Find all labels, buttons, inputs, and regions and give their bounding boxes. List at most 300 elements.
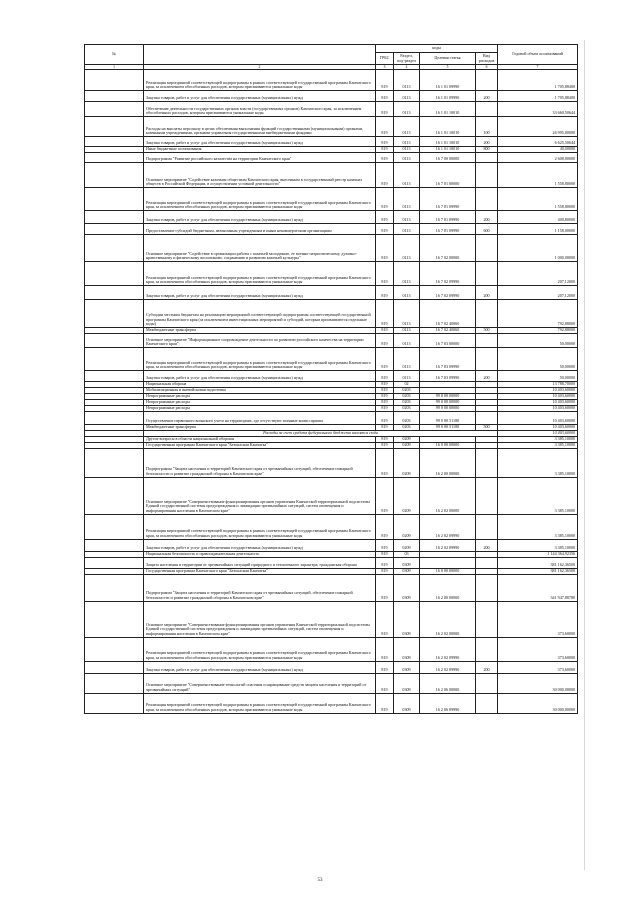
row-expense-type <box>476 262 498 286</box>
table-row <box>85 137 578 147</box>
table-row <box>85 334 578 348</box>
header-grbs: ГРБС <box>376 53 394 65</box>
row-razdel: 0113 <box>394 147 420 153</box>
row-name: Реализация мероприятий соответствующей подпрограммы в рамках соответствующей государственной программы Камчатского края, за исключением обособленных расходов, которым присваиваются уникальные коды <box>144 70 376 91</box>
row-expense-type: 200 <box>476 211 498 224</box>
row-sum: 6 625,50644 <box>498 137 578 147</box>
row-name: Реализация мероприятий соответствующей подпрограммы в рамках соответствующей государственной программы Камчатского края, за исключением обособленных расходов, которым присваиваются уникальные коды <box>144 693 376 713</box>
row-grbs: 819 <box>376 224 394 235</box>
row-name: Закупка товаров, работ и услуг для обеспечения государственных (муниципальных) нужд <box>144 211 376 224</box>
row-name: Реализация мероприятий соответствующей подпрограммы в рамках соответствующей государственной программы Камчатского края, за исключением обособленных расходов, которым присваиваются уникальные коды <box>144 188 376 211</box>
header-num: № <box>85 45 144 65</box>
row-target-article: 16 7 01 00000 <box>420 163 476 188</box>
row-name: Основное мероприятие "Информационное сопровождение деятельности по развитию российского казачества на территории Камчатского края" <box>144 334 376 348</box>
row-target-article: 16 2 02 00000 <box>420 601 476 637</box>
row-name: Закупка товаров, работ и услуг для обеспечения государственных (муниципальных) нужд <box>144 286 376 300</box>
row-sum: 792,88000 <box>498 328 578 334</box>
row-name: Межбюджетные трансферты <box>144 328 376 334</box>
row-expense-type: 600 <box>476 224 498 235</box>
table-row <box>85 117 578 137</box>
row-sum: 1 705,88400 <box>498 70 578 91</box>
row-grbs: 819 <box>376 425 394 431</box>
table-row <box>85 637 578 661</box>
row-grbs: 819 <box>376 102 394 117</box>
row-razdel: 0209 <box>394 477 420 514</box>
row-num-cell <box>85 224 144 235</box>
row-sum: 3 385,10000 <box>498 539 578 551</box>
row-name: Основное мероприятие "Совершенствование функционирования органов управления Камчатской территориальной подсистемы Единой государственной системы предупреждения и ликвидации чрезвычайных ситуаций, систем оповещения и информирования населения в Камчатском крае" <box>144 477 376 514</box>
row-target-article <box>420 557 476 568</box>
row-target-article: 16 2 00 00000 <box>420 448 476 477</box>
row-target-article: 16 7 02 00000 <box>420 235 476 262</box>
row-name: Межбюджетные трансферты <box>144 425 376 431</box>
row-razdel: 0113 <box>394 235 420 262</box>
row-target-article: 16 2 06 00000 <box>420 673 476 693</box>
row-num-cell <box>85 673 144 693</box>
row-target-article: 16 7 03 09990 <box>420 371 476 382</box>
row-razdel: 0113 <box>394 188 420 211</box>
row-name: Реализация мероприятий соответствующей подпрограммы в рамках соответствующей государственной программы Камчатского края, за исключением обособленных расходов, которым присваиваются уникальные коды <box>144 514 376 539</box>
row-grbs: 819 <box>376 539 394 551</box>
row-name: Защита населения и территории от чрезвычайных ситуаций природного и техногенного характера, гражданская оборона <box>144 557 376 568</box>
row-num-cell <box>85 371 144 382</box>
row-expense-type: 200 <box>476 661 498 673</box>
row-expense-type: 200 <box>476 371 498 382</box>
row-expense-type <box>476 188 498 211</box>
idx-4: 4 <box>394 65 420 70</box>
row-razdel: 0309 <box>394 574 420 601</box>
header-vr: Вид расходов <box>476 53 498 65</box>
row-target-article: 99 0 00 51180 <box>420 412 476 425</box>
row-target-article: 16 2 00 00000 <box>420 574 476 601</box>
row-sum: 30 000,00000 <box>498 673 578 693</box>
row-sum: 50,00000 <box>498 334 578 348</box>
row-target-article: 16 7 02 40060 <box>420 328 476 334</box>
row-expense-type <box>476 334 498 348</box>
row-num-cell <box>85 91 144 102</box>
row-sum: 1 144 364,92356 <box>498 551 578 557</box>
table-row <box>85 673 578 693</box>
row-target-article: 16 1 01 10010 <box>420 137 476 147</box>
row-razdel: 0203 <box>394 425 420 431</box>
row-razdel: 0203 <box>394 406 420 412</box>
row-name: Иные бюджетные ассигнования <box>144 147 376 153</box>
row-expense-type <box>476 477 498 514</box>
budget-table <box>84 44 578 714</box>
row-num-cell <box>85 137 144 147</box>
table-row <box>85 188 578 211</box>
row-name: Закупка товаров, работ и услуг для обеспечения государственных (муниципальных) нужд <box>144 371 376 382</box>
row-grbs: 819 <box>376 477 394 514</box>
row-name: Закупка товаров, работ и услуг для обеспечения государственных (муниципальных) нужд <box>144 91 376 102</box>
row-target-article: 16 2 06 09990 <box>420 693 476 713</box>
row-num-cell <box>85 153 144 163</box>
idx-1: 1 <box>85 65 144 70</box>
row-sum: 10 403,60000 <box>498 394 578 400</box>
row-target-article: 16 7 00 00000 <box>420 153 476 163</box>
row-sum: 40,00000 <box>498 147 578 153</box>
row-razdel: 0113 <box>394 348 420 371</box>
row-grbs: 819 <box>376 300 394 328</box>
row-target-article: 16 7 01 09990 <box>420 224 476 235</box>
row-razdel: 0209 <box>394 539 420 551</box>
table-row <box>85 91 578 102</box>
row-expense-type <box>476 448 498 477</box>
row-razdel: 0113 <box>394 117 420 137</box>
row-name: Закупка товаров, работ и услуг для обеспечения государственных (муниципальных) нужд <box>144 137 376 147</box>
row-expense-type <box>476 70 498 91</box>
row-razdel: 0209 <box>394 448 420 477</box>
row-sum: 3 385,10000 <box>498 477 578 514</box>
row-num-cell <box>85 300 144 328</box>
row-num-cell <box>85 514 144 539</box>
row-razdel: 0209 <box>394 514 420 539</box>
row-num-cell <box>85 693 144 713</box>
table-row <box>85 448 578 477</box>
table-row <box>85 539 578 551</box>
table-row <box>85 477 578 514</box>
row-grbs: 819 <box>376 673 394 693</box>
row-target-article: 16 1 01 09990 <box>420 70 476 91</box>
row-grbs: 819 <box>376 661 394 673</box>
row-expense-type <box>476 557 498 568</box>
row-name: Национальная оборона <box>144 382 376 388</box>
table-row <box>85 557 578 568</box>
row-sum: 13 788,70000 <box>498 382 578 388</box>
row-name: Реализация мероприятий соответствующей подпрограммы в рамках соответствующей государственной программы Камчатского края, за исключением обособленных расходов, которым присваиваются уникальные коды <box>144 348 376 371</box>
row-target-article: 16 7 02 40060 <box>420 300 476 328</box>
row-razdel: 0113 <box>394 300 420 328</box>
row-target-article: 99 0 00 51180 <box>420 425 476 431</box>
row-num-cell <box>85 188 144 211</box>
row-num-cell <box>85 448 144 477</box>
table-row <box>85 102 578 117</box>
row-grbs: 819 <box>376 637 394 661</box>
row-grbs: 819 <box>376 147 394 153</box>
table-row <box>85 601 578 637</box>
row-grbs: 819 <box>376 442 394 448</box>
row-grbs: 819 <box>376 406 394 412</box>
row-razdel: 0113 <box>394 91 420 102</box>
row-grbs: 819 <box>376 436 394 442</box>
row-expense-type <box>476 163 498 188</box>
header-codes: коды <box>376 45 498 53</box>
row-razdel: 0309 <box>394 601 420 637</box>
row-sum: 10 403,60000 <box>498 400 578 406</box>
idx-3: 3 <box>376 65 394 70</box>
row-target-article: 16 1 01 09990 <box>420 91 476 102</box>
row-target-article: 16 0 00 00000 <box>420 568 476 574</box>
row-name: Государственная программа Камчатского края "Безопасная Камчатка" <box>144 568 376 574</box>
row-target-article: 16 2 02 09990 <box>420 637 476 661</box>
row-sum: 207,12000 <box>498 286 578 300</box>
table-row <box>85 661 578 673</box>
row-sum: 1 000,00000 <box>498 235 578 262</box>
budget-sheet <box>84 44 577 714</box>
row-num-cell <box>85 348 144 371</box>
row-expense-type <box>476 153 498 163</box>
row-target-article: 99 0 00 00000 <box>420 400 476 406</box>
row-target-article: 16 1 01 10010 <box>420 117 476 137</box>
row-grbs: 819 <box>376 394 394 400</box>
row-num-cell <box>85 412 144 425</box>
row-num-cell <box>85 601 144 637</box>
row-name: Расходы на выплаты персоналу в целях обеспечения выполнения функций государственными (муниципальными) органами, казенными учреждениями, органами управления государственными внебюджетными фондами <box>144 117 376 137</box>
row-sum: 3 385,10000 <box>498 514 578 539</box>
idx-7: 7 <box>498 65 578 70</box>
row-name: Основное мероприятие "Содействие казачьим обществам Камчатского края, внесенным в государственный реестр казачьих обществ в Российской Федерации, в осуществлении уставной деятельности" <box>144 163 376 188</box>
row-razdel: 0309 <box>394 673 420 693</box>
row-grbs: 819 <box>376 371 394 382</box>
row-grbs: 819 <box>376 117 394 137</box>
row-sum: 1 705,88400 <box>498 91 578 102</box>
row-grbs: 819 <box>376 448 394 477</box>
row-num-cell <box>85 262 144 286</box>
row-name: Обеспечение деятельности государственных органов власти (государственных органов) Камчатского края, за исключением обособленных расходов, которым присваиваются уникальные коды <box>144 102 376 117</box>
row-target-article: 16 7 01 09990 <box>420 211 476 224</box>
row-name: Предоставление субсидий бюджетным, автономным учреждениям и иным некоммерческим организациям <box>144 224 376 235</box>
row-razdel: 0113 <box>394 153 420 163</box>
row-expense-type <box>476 693 498 713</box>
row-expense-type <box>476 235 498 262</box>
table-row <box>85 693 578 713</box>
row-name: Основное мероприятие "Совершенствование технологий спасения и наращивание средств защиты населения и территорий от чрезвычайных ситуаций" <box>144 673 376 693</box>
row-razdel: 0113 <box>394 137 420 147</box>
row-sum: 400,80000 <box>498 211 578 224</box>
row-sum: 10 403,60000 <box>498 388 578 394</box>
scan-edge-line <box>584 40 585 870</box>
row-razdel: 0113 <box>394 224 420 235</box>
row-name: Подпрограмма "Защита населения и территорий Камчатского края от чрезвычайных ситуаций, обеспечение пожарной безопасности и развитие гражданской обороны в Камчатском крае" <box>144 448 376 477</box>
row-name: Осуществление первичного воинского учета на территориях, где отсутствуют военные комиссариаты <box>144 412 376 425</box>
row-expense-type: 200 <box>476 137 498 147</box>
row-grbs: 819 <box>376 286 394 300</box>
row-expense-type: 200 <box>476 91 498 102</box>
row-num-cell <box>85 117 144 137</box>
row-target-article: 16 1 01 10010 <box>420 147 476 153</box>
row-sum: 3 385,10000 <box>498 442 578 448</box>
row-target-article: 16 7 02 09990 <box>420 286 476 300</box>
table-row <box>85 262 578 286</box>
row-num-cell <box>85 102 144 117</box>
row-name: Мобилизационная и вневойсковая подготовка <box>144 388 376 394</box>
row-num-cell <box>85 637 144 661</box>
table-row <box>85 514 578 539</box>
row-name: Национальная безопасность и правоохранительная деятельность <box>144 551 376 557</box>
row-razdel: 0309 <box>394 568 420 574</box>
row-name: Подпрограмма "Защита населения и территорий Камчатского края от чрезвычайных ситуаций, обеспечение пожарной безопасности и развитие гражданской обороны в Камчатском крае" <box>144 574 376 601</box>
row-expense-type: 100 <box>476 117 498 137</box>
table-row <box>85 300 578 328</box>
row-razdel: 0309 <box>394 637 420 661</box>
row-razdel: 0113 <box>394 102 420 117</box>
row-target-article: 16 2 02 09990 <box>420 661 476 673</box>
row-razdel: 0309 <box>394 693 420 713</box>
row-grbs: 819 <box>376 574 394 601</box>
page-number: 53 <box>317 878 323 883</box>
table-row <box>85 371 578 382</box>
row-grbs: 819 <box>376 601 394 637</box>
row-razdel: 0209 <box>394 436 420 442</box>
row-grbs: 819 <box>376 551 394 557</box>
row-sum: 26 995,00000 <box>498 117 578 137</box>
row-target-article: 16 2 02 09990 <box>420 539 476 551</box>
row-razdel: 0113 <box>394 371 420 382</box>
header-cs: Целевая статья <box>420 53 476 65</box>
row-grbs: 819 <box>376 211 394 224</box>
row-grbs: 819 <box>376 334 394 348</box>
row-num-cell <box>85 70 144 91</box>
table-row <box>85 211 578 224</box>
row-sum: 341 947,88780 <box>498 574 578 601</box>
table-row <box>85 286 578 300</box>
row-grbs: 819 <box>376 348 394 371</box>
row-grbs: 819 <box>376 91 394 102</box>
row-target-article: 16 7 01 09990 <box>420 188 476 211</box>
row-razdel: 0203 <box>394 412 420 425</box>
row-name: Государственная программа Камчатского края "Безопасная Камчатка" <box>144 442 376 448</box>
row-razdel: 0209 <box>394 442 420 448</box>
table-row <box>85 412 578 425</box>
row-target-article: 99 0 00 00000 <box>420 394 476 400</box>
row-name: Подпрограмма "Развитие российского казачества на территории Камчатского края" <box>144 153 376 163</box>
row-razdel: 0309 <box>394 557 420 568</box>
row-grbs: 819 <box>376 388 394 394</box>
row-sum: 1 558,80000 <box>498 188 578 211</box>
row-razdel: 0203 <box>394 388 420 394</box>
row-sum: 50,00000 <box>498 371 578 382</box>
row-grbs: 819 <box>376 328 394 334</box>
row-expense-type: 500 <box>476 328 498 334</box>
row-num-cell <box>85 286 144 300</box>
row-grbs: 819 <box>376 412 394 425</box>
row-grbs: 819 <box>376 188 394 211</box>
row-name: Закупка товаров, работ и услуг для обеспечения государственных (муниципальных) нужд <box>144 539 376 551</box>
row-razdel: 0113 <box>394 163 420 188</box>
row-expense-type <box>476 412 498 425</box>
row-expense-type <box>476 514 498 539</box>
row-num-cell <box>85 334 144 348</box>
row-sum: 373,60000 <box>498 661 578 673</box>
row-num-cell <box>85 235 144 262</box>
row-grbs: 819 <box>376 568 394 574</box>
row-num-cell <box>85 557 144 568</box>
row-razdel: 0113 <box>394 328 420 334</box>
row-num-cell <box>85 539 144 551</box>
row-name: Основное мероприятие "Содействие в организации работы с казачьей молодежью, ее военно-патриотическому, духовно-нравственному и физическому воспитанию, сохранению и развитию казачьей культуры" <box>144 235 376 262</box>
row-num-cell <box>85 211 144 224</box>
row-sum: 1 158,00000 <box>498 224 578 235</box>
row-sum: 10 403,60000 <box>498 425 578 431</box>
row-target-article: 16 2 02 00000 <box>420 477 476 514</box>
idx-6: 6 <box>476 65 498 70</box>
row-name: Другие вопросы в области национальной обороны <box>144 436 376 442</box>
row-razdel: 0113 <box>394 262 420 286</box>
row-sum: 381 162,36500 <box>498 568 578 574</box>
row-razdel: 0203 <box>394 400 420 406</box>
row-sum: 792,88000 <box>498 300 578 328</box>
budget-rows <box>85 70 578 714</box>
row-grbs: 819 <box>376 70 394 91</box>
row-sum: 30 000,00000 <box>498 693 578 713</box>
row-grbs: 819 <box>376 693 394 713</box>
table-row <box>85 70 578 91</box>
row-expense-type <box>476 102 498 117</box>
idx-2: 2 <box>144 65 376 70</box>
row-name: Закупка товаров, работ и услуг для обеспечения государственных (муниципальных) нужд <box>144 661 376 673</box>
row-sum: 1 558,80000 <box>498 163 578 188</box>
row-razdel: 0203 <box>394 394 420 400</box>
row-grbs: 819 <box>376 382 394 388</box>
row-name: Субсидии местным бюджетам на реализацию мероприятий соответствующей подпрограммы соответствующей государственной программы Камчатского края (за исключением инвестиционных мероприятий и субсидий, которым присваиваются отдельные коды) <box>144 300 376 328</box>
row-name: Реализация мероприятий соответствующей подпрограммы в рамках соответствующей государственной программы Камчатского края, за исключением обособленных расходов, которым присваиваются уникальные коды <box>144 262 376 286</box>
row-razdel: 0113 <box>394 286 420 300</box>
header-name <box>144 45 376 65</box>
row-name: Непрограммные расходы <box>144 406 376 412</box>
row-grbs: 819 <box>376 235 394 262</box>
idx-5: 5 <box>420 65 476 70</box>
row-expense-type <box>476 300 498 328</box>
row-expense-type: 800 <box>476 147 498 153</box>
table-row <box>85 235 578 262</box>
row-razdel: 0113 <box>394 70 420 91</box>
row-razdel: 03 <box>394 551 420 557</box>
row-sum: 3 385,10000 <box>498 448 578 477</box>
row-target-article: 16 7 02 09990 <box>420 262 476 286</box>
table-row <box>85 574 578 601</box>
row-expense-type <box>476 601 498 637</box>
row-target-article: 16 1 01 10010 <box>420 102 476 117</box>
header-sum: Годовой объем ассигнований <box>498 45 578 65</box>
row-num-cell <box>85 477 144 514</box>
row-expense-type: 200 <box>476 539 498 551</box>
row-sum: 373,60000 <box>498 637 578 661</box>
row-num-cell <box>85 163 144 188</box>
table-row <box>85 153 578 163</box>
row-grbs: 819 <box>376 153 394 163</box>
row-name: Основное мероприятие "Совершенствование функционирования органов управления Камчатской территориальной подсистемы Единой государственной системы предупреждения и ликвидации чрезвычайных ситуаций, систем оповещения и информирования населения в Камчатском крае" <box>144 601 376 637</box>
header-razdel: Раздел, под-раздел <box>394 53 420 65</box>
row-num-cell <box>85 661 144 673</box>
row-target-article: 99 0 00 00000 <box>420 406 476 412</box>
row-razdel: 0113 <box>394 211 420 224</box>
table-row <box>85 224 578 235</box>
row-expense-type: 200 <box>476 286 498 300</box>
row-sum: 10 403,60000 <box>498 412 578 425</box>
row-razdel: 0113 <box>394 334 420 348</box>
row-razdel: 02 <box>394 382 420 388</box>
row-expense-type <box>476 574 498 601</box>
row-expense-type <box>476 637 498 661</box>
row-razdel: 0309 <box>394 661 420 673</box>
row-num-cell <box>85 574 144 601</box>
row-target-article: 16 7 03 09990 <box>420 348 476 371</box>
row-expense-type <box>476 348 498 371</box>
table-row <box>85 348 578 371</box>
row-sum: 50,00000 <box>498 348 578 371</box>
row-name: Реализация мероприятий соответствующей подпрограммы в рамках соответствующей государственной программы Камчатского края, за исключением обособленных расходов, которым присваиваются уникальные коды <box>144 637 376 661</box>
row-expense-type: 500 <box>476 425 498 431</box>
row-sum: 33 660,50644 <box>498 102 578 117</box>
row-grbs: 819 <box>376 514 394 539</box>
row-sum: 3 385,10000 <box>498 436 578 442</box>
row-sum: 381 162,36500 <box>498 557 578 568</box>
row-grbs: 819 <box>376 557 394 568</box>
row-grbs: 819 <box>376 400 394 406</box>
row-grbs: 819 <box>376 137 394 147</box>
row-sum: 207,12000 <box>498 262 578 286</box>
note-text: Расходы за счет средств федерального бюджета вносятся сюда <box>144 431 498 437</box>
